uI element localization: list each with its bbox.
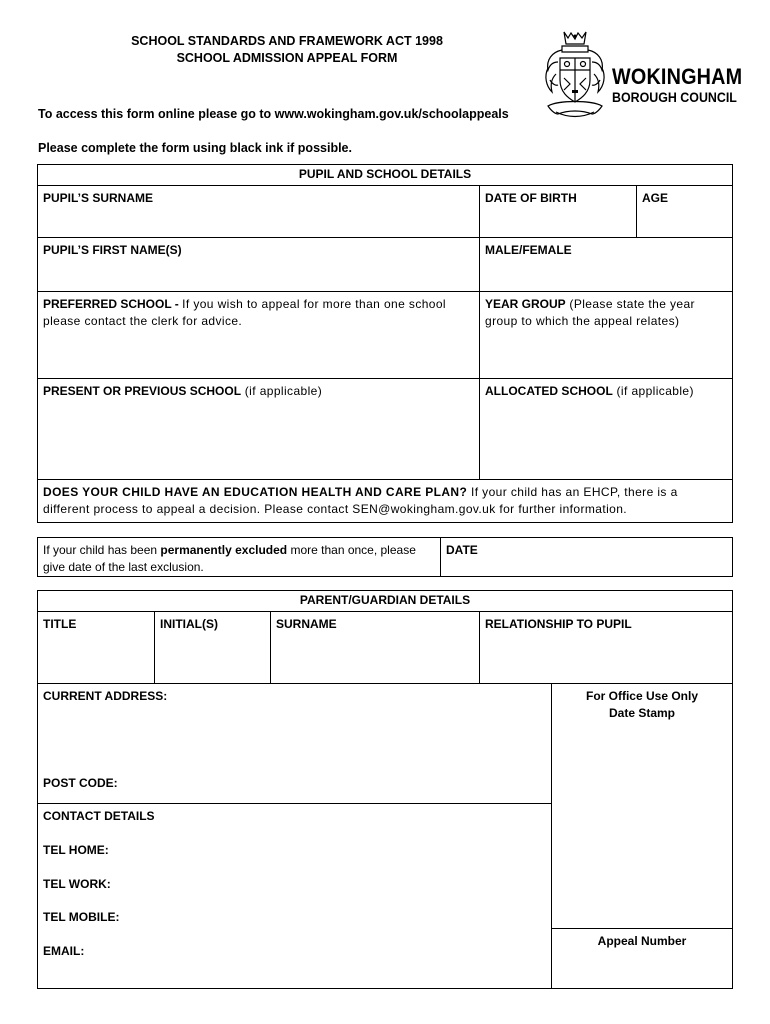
act-title: SCHOOL STANDARDS AND FRAMEWORK ACT 1998: [131, 34, 443, 48]
online-access-text: To access this form online please go to www.wokingham.gov.uk/schoolappeals: [38, 107, 509, 121]
contact-details-label: CONTACT DETAILS: [43, 809, 155, 823]
exclusion-text-pre: If your child has been: [43, 543, 161, 557]
post-code-label: POST CODE:: [43, 776, 118, 790]
exclusion-date-label: DATE: [446, 543, 478, 557]
date-stamp-label: Date Stamp: [608, 706, 676, 720]
tel-home-label: TEL HOME:: [43, 843, 109, 857]
parent-details-heading: PARENT/GUARDIAN DETAILS: [299, 593, 471, 607]
ehcp-question[interactable]: [38, 479, 732, 522]
parent-details-table: [37, 590, 733, 989]
current-address-label: CURRENT ADDRESS:: [43, 689, 168, 703]
preferred-school-field[interactable]: [38, 291, 479, 378]
ehcp-note: If your child has an EHCP, there is a different process to appeal a decision. Please contact SEN@wokingham.gov.uk for further information.: [43, 485, 678, 516]
current-address-field[interactable]: [38, 683, 551, 803]
gender-field[interactable]: [479, 237, 732, 291]
gender-label: MALE/FEMALE: [485, 243, 572, 257]
relationship-field[interactable]: [479, 611, 732, 683]
exclusion-table: [37, 537, 733, 577]
exclusion-date-field[interactable]: [440, 538, 732, 576]
relationship-label: RELATIONSHIP TO PUPIL: [485, 617, 632, 631]
allocated-school-label: ALLOCATED SCHOOL: [485, 384, 613, 398]
council-subtitle: BOROUGH COUNCIL: [612, 90, 737, 105]
present-school-note: (if applicable): [241, 384, 323, 398]
pupil-details-heading: PUPIL AND SCHOOL DETAILS: [298, 167, 472, 181]
office-use-label: For Office Use Only: [585, 689, 699, 703]
appeal-number-label: Appeal Number: [597, 934, 687, 948]
appeal-number-field: [551, 928, 732, 988]
tel-mobile-label: TEL MOBILE:: [43, 910, 120, 924]
present-school-label: PRESENT OR PREVIOUS SCHOOL: [43, 384, 242, 398]
pupil-surname-label: PUPIL’S SURNAME: [43, 191, 154, 205]
tel-work-label: TEL WORK:: [43, 877, 111, 891]
age-field[interactable]: [636, 185, 732, 237]
office-date-stamp: [551, 683, 732, 928]
date-of-birth-label: DATE OF BIRTH: [485, 191, 577, 205]
coat-of-arms-icon: [542, 28, 608, 128]
pupil-surname-field[interactable]: [38, 185, 479, 237]
preferred-school-label: PREFERRED SCHOOL -: [43, 297, 183, 311]
allocated-school-field[interactable]: [479, 378, 732, 479]
parent-initials-label: INITIAL(S): [160, 617, 218, 631]
council-name: WOKINGHAM: [612, 64, 743, 89]
pupil-first-name-label: PUPIL’S FIRST NAME(S): [43, 243, 182, 257]
year-group-note: (Please state the year group to which the appeal relates): [485, 297, 695, 328]
pupil-details-table: [37, 164, 733, 523]
year-group-field[interactable]: [479, 291, 732, 378]
date-of-birth-field[interactable]: [479, 185, 636, 237]
ehcp-label: DOES YOUR CHILD HAVE AN EDUCATION HEALTH AND CARE PLAN?: [43, 485, 468, 499]
year-group-label: YEAR GROUP: [485, 297, 566, 311]
parent-title-field[interactable]: [38, 611, 154, 683]
form-title: SCHOOL ADMISSION APPEAL FORM: [176, 51, 398, 65]
parent-surname-label: SURNAME: [276, 617, 337, 631]
black-ink-instruction: Please complete the form using black ink if possible.: [38, 141, 352, 155]
parent-title-label: TITLE: [43, 617, 77, 631]
contact-details-field[interactable]: [38, 803, 551, 988]
age-label: AGE: [642, 191, 669, 205]
pupil-first-name-field[interactable]: [38, 237, 479, 291]
allocated-school-note: (if applicable): [612, 384, 694, 398]
preferred-school-note: If you wish to appeal for more than one school please contact the clerk for advice.: [43, 297, 447, 328]
exclusion-text-post: more than once, please give date of the last exclusion.: [43, 543, 416, 574]
exclusion-text-bold: permanently excluded: [160, 543, 288, 557]
present-school-field[interactable]: [38, 378, 479, 479]
parent-surname-field[interactable]: [270, 611, 479, 683]
exclusion-text: [38, 538, 440, 576]
parent-initials-field[interactable]: [154, 611, 270, 683]
email-label: EMAIL:: [43, 944, 85, 958]
